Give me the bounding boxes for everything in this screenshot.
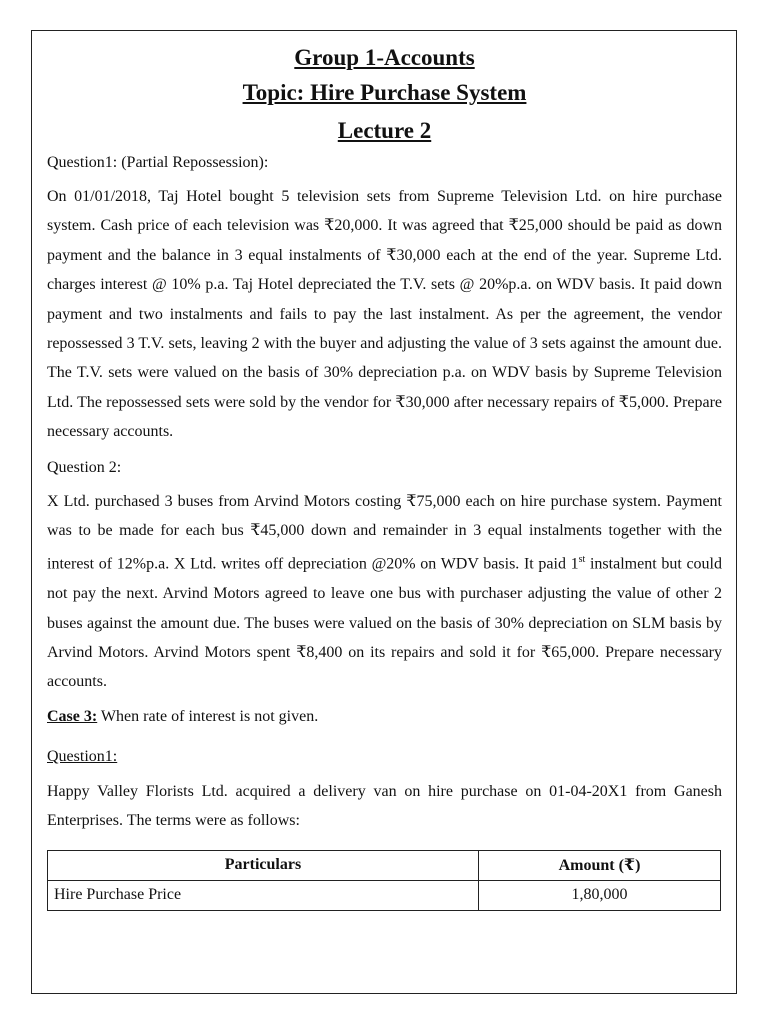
lecture-title: Lecture 2: [337, 118, 432, 143]
question3-text: Happy Valley Florists Ltd. acquired a delivery van on hire purchase on 01-04-20X1 from Ganesh Enterprises. The terms were as follows:: [47, 782, 722, 830]
question3-label: Question1:: [47, 747, 118, 765]
case3-text: When rate of interest is not given.: [97, 707, 319, 725]
question2-label: Question 2:: [47, 458, 122, 476]
row-amount: 1,80,000: [479, 880, 721, 910]
question2-text-part-a: X Ltd. purchased 3 buses from Arvind Motors costing ₹75,000 each on hire purchase system. Payment was to be made for each bus ₹45,000 down and remainder in 3 equal instalments together with the interest of 12%p.a. X Ltd. writes off depreciation @20% on WDV basis. It paid 1: [47, 492, 722, 573]
terms-table: [47, 850, 721, 911]
document-content: [47, 42, 722, 911]
topic-title: Topic: Hire Purchase System: [242, 80, 527, 105]
case3-label: Case 3:: [47, 707, 98, 725]
question2-text-part-b: instalment but could not pay the next. Arvind Motors agreed to leave one bus with purchaser adjusting the value of other 2 buses against the amount due. The buses were valued on the basis of 30% depreciation on SLM basis by Arvind Motors. Arvind Motors spent ₹8,400 on its repairs and sold it for ₹65,000. Prepare necessary accounts.: [47, 555, 722, 691]
ordinal-suffix: st: [578, 554, 586, 566]
group-title: Group 1-Accounts: [294, 45, 475, 70]
header-particulars: Particulars: [48, 850, 479, 880]
question1-label: Question1: (Partial Repossession):: [47, 154, 269, 171]
row-particulars: Hire Purchase Price: [48, 880, 479, 910]
question2-text: [47, 487, 722, 697]
question1-text: On 01/01/2018, Taj Hotel bought 5 television sets from Supreme Television Ltd. on hire purchase system. Cash price of each television was ₹20,000. It was agreed that ₹25,000 should be paid as down payment and the balance in 3 equal instalments of ₹30,000 each at the end of the year. Supreme Ltd. charges interest @ 10% p.a. Taj Hotel depreciated the T.V. sets @ 20%p.a. on WDV basis. It paid down payment and two instalments and fails to pay the last instalment. As per the agreement, the vendor repossessed 3 T.V. sets, leaving 2 with the buyer and adjusting the value of 3 sets against the amount due. The T.V. sets were valued on the basis of 30% depreciation p.a. on WDV basis by Supreme Television Ltd. The repossessed sets were sold by the vendor for ₹30,000 after necessary repairs of ₹5,000. Prepare necessary accounts.: [47, 188, 722, 441]
header-amount: Amount (₹): [479, 850, 721, 880]
table-row: [48, 880, 721, 910]
case3-line: [47, 706, 722, 728]
table-header-row: [48, 850, 721, 880]
